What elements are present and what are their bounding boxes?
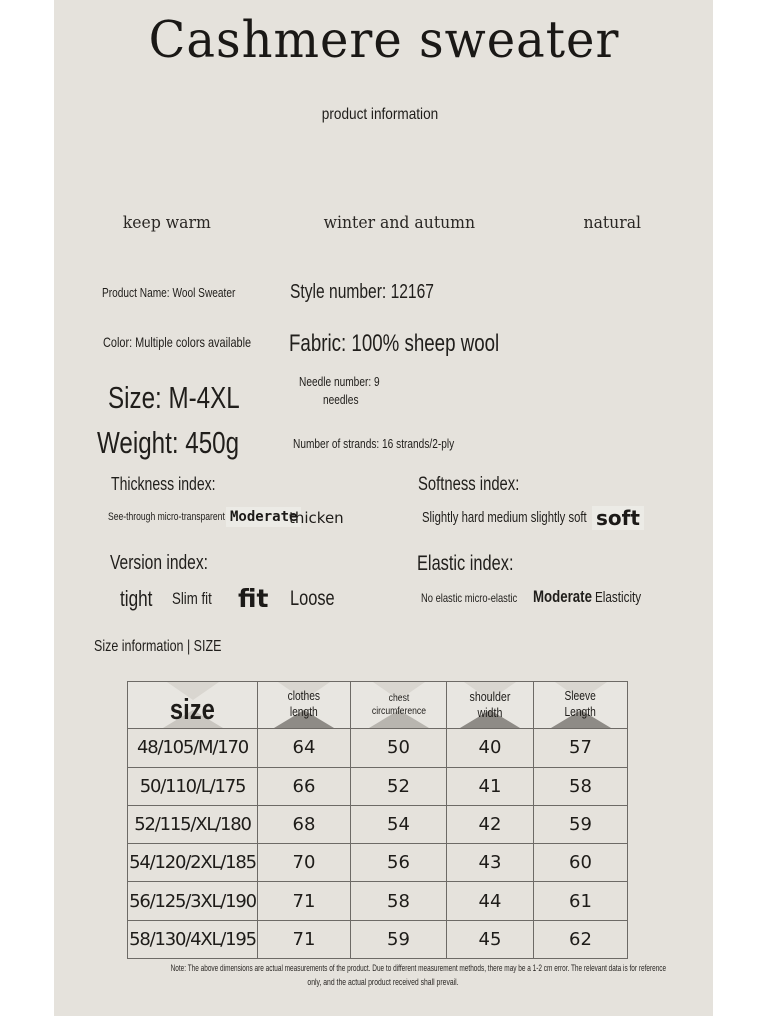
- sleeve-cell: 60: [534, 844, 628, 882]
- clothes-length-cell: 66: [258, 767, 351, 805]
- clothes-length-cell: 70: [258, 844, 351, 882]
- elastic-option-moderate-selected: Moderate: [533, 587, 592, 606]
- softness-option-soft-selected: soft: [592, 506, 644, 530]
- elastic-option-elasticity: Elasticity: [595, 589, 642, 606]
- version-option-loose: Loose: [290, 587, 335, 610]
- spec-size: Size: M-4XL: [108, 380, 240, 415]
- size-table-header: [128, 682, 628, 729]
- size-cell: 48/105/M/170: [128, 729, 258, 767]
- softness-index-label: Softness index:: [418, 474, 520, 495]
- spec-needle-line1: Needle number: 9: [299, 374, 380, 389]
- spec-weight: Weight: 450g: [97, 425, 240, 460]
- version-index-label: Version index:: [110, 552, 208, 574]
- note-line-1: Note: The above dimensions are actual measurements of the product. Due to different measurement methods, there may be a 1-2 cm error. The relevant data is for reference: [170, 963, 667, 974]
- spec-style-number: Style number: 12167: [290, 281, 434, 303]
- version-option-slim-fit: Slim fit: [172, 589, 212, 608]
- shoulder-cell: 43: [447, 844, 534, 882]
- table-row: [128, 844, 628, 882]
- spec-strands: Number of strands: 16 strands/2-ply: [293, 436, 455, 451]
- chest-cell: 58: [351, 882, 447, 920]
- version-option-fit-selected: fit: [238, 584, 269, 613]
- clothes-length-cell: 64: [258, 729, 351, 767]
- thickness-index-label: Thickness index:: [111, 474, 216, 494]
- tag-keep-warm: keep warm: [122, 213, 211, 233]
- table-row: [128, 920, 628, 958]
- tag-natural: natural: [583, 213, 642, 233]
- sleeve-cell: 61: [534, 882, 628, 920]
- column-header-chest-circumference: chest circumference: [351, 682, 447, 729]
- elastic-index-label: Elastic index:: [417, 552, 514, 575]
- tag-season: winter and autumn: [323, 213, 476, 233]
- table-row: [128, 882, 628, 920]
- shoulder-cell: 45: [447, 920, 534, 958]
- size-cell: 50/110/L/175: [128, 767, 258, 805]
- clothes-length-cell: 71: [258, 882, 351, 920]
- spec-needle-line2: needles: [323, 392, 359, 407]
- size-cell: 56/125/3XL/190: [128, 882, 258, 920]
- page-subtitle: product information: [321, 106, 439, 123]
- size-cell: 54/120/2XL/185: [128, 844, 258, 882]
- size-table: [127, 681, 628, 959]
- sleeve-cell: 62: [534, 920, 628, 958]
- thickness-option-thicken: thicken: [289, 509, 344, 527]
- column-header-size: size: [128, 682, 258, 729]
- thickness-option-see-through: See-through micro-transparent: [108, 511, 225, 523]
- thickness-option-moderate-selected: Moderate: [226, 507, 301, 527]
- page-title: Cashmere sweater: [148, 10, 620, 70]
- size-cell: 52/115/XL/180: [128, 805, 258, 843]
- version-option-tight: tight: [120, 586, 153, 611]
- shoulder-cell: 42: [447, 805, 534, 843]
- shoulder-cell: 41: [447, 767, 534, 805]
- chest-cell: 59: [351, 920, 447, 958]
- size-cell: 58/130/4XL/195: [128, 920, 258, 958]
- elastic-option-none-micro: No elastic micro-elastic: [421, 591, 518, 605]
- column-header-sleeve-length: Sleeve Length: [534, 682, 628, 729]
- measurement-note: [54, 962, 713, 990]
- spec-fabric: Fabric: 100% sheep wool: [289, 330, 500, 357]
- table-row: [128, 729, 628, 767]
- shoulder-cell: 40: [447, 729, 534, 767]
- table-row: [128, 805, 628, 843]
- column-header-clothes-length: clothes length: [258, 682, 351, 729]
- chest-cell: 56: [351, 844, 447, 882]
- chest-cell: 50: [351, 729, 447, 767]
- softness-option-range: Slightly hard medium slightly soft: [422, 510, 587, 526]
- table-row: [128, 767, 628, 805]
- note-line-2: only, and the actual product received shall prevail.: [307, 977, 460, 988]
- clothes-length-cell: 68: [258, 805, 351, 843]
- column-header-shoulder-width: shoulder width: [447, 682, 534, 729]
- size-info-heading: Size information | SIZE: [94, 638, 222, 655]
- shoulder-cell: 44: [447, 882, 534, 920]
- chest-cell: 52: [351, 767, 447, 805]
- spec-color: Color: Multiple colors available: [103, 334, 252, 350]
- sleeve-cell: 57: [534, 729, 628, 767]
- chest-cell: 54: [351, 805, 447, 843]
- sleeve-cell: 58: [534, 767, 628, 805]
- spec-product-name: Product Name: Wool Sweater: [102, 285, 236, 300]
- sleeve-cell: 59: [534, 805, 628, 843]
- clothes-length-cell: 71: [258, 920, 351, 958]
